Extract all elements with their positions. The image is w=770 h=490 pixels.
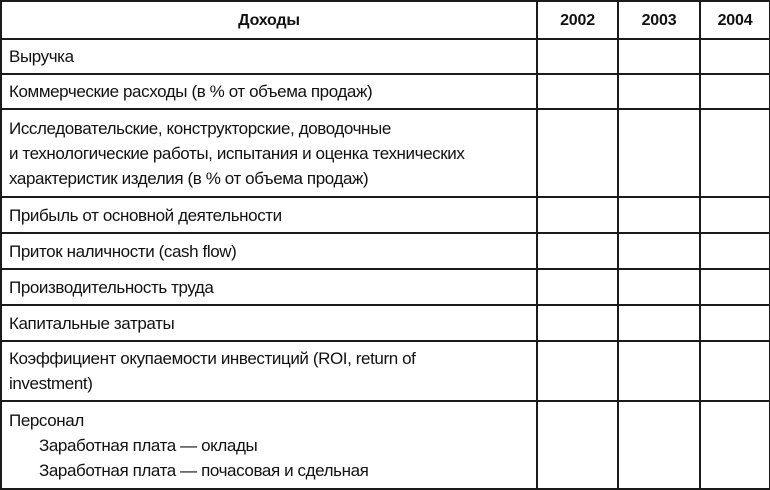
table-row-revenue bbox=[1, 39, 770, 74]
cell-2003 bbox=[618, 341, 700, 401]
cell-2002 bbox=[537, 341, 618, 401]
row-label: Производительность труда bbox=[1, 269, 537, 305]
cell-2002 bbox=[537, 233, 618, 269]
row-label-line: Исследовательские, конструкторские, доводочные bbox=[9, 118, 391, 138]
row-label-line: характеристик изделия (в % от объема продаж) bbox=[9, 168, 369, 188]
cell-2004 bbox=[700, 341, 770, 401]
cell-2003 bbox=[618, 109, 700, 197]
table-row-capex bbox=[1, 305, 770, 341]
cell-2003 bbox=[618, 269, 700, 305]
row-label bbox=[1, 401, 537, 489]
header-year-2003: 2003 bbox=[618, 1, 700, 39]
cell-2004 bbox=[700, 39, 770, 74]
row-label-line: investment) bbox=[9, 374, 93, 393]
row-label-line: Персонал bbox=[9, 410, 84, 430]
cell-2003 bbox=[618, 401, 700, 489]
row-label: Приток наличности (cash flow) bbox=[1, 233, 537, 269]
row-label: Выручка bbox=[1, 39, 537, 74]
row-sub-item: Заработная плата — почасовая и сдельная bbox=[39, 460, 369, 480]
cell-2004 bbox=[700, 233, 770, 269]
cell-2003 bbox=[618, 305, 700, 341]
cell-2004 bbox=[700, 401, 770, 489]
header-row bbox=[1, 1, 770, 39]
row-label-line: Коэффициент окупаемости инвестиций (ROI, return of bbox=[9, 349, 416, 368]
table-row-personnel bbox=[1, 401, 770, 489]
cell-2002 bbox=[537, 39, 618, 74]
row-label-line: и технологические работы, испытания и оценка технических bbox=[9, 143, 465, 163]
table-row-commercial-expenses bbox=[1, 74, 770, 109]
table-row-rnd bbox=[1, 109, 770, 197]
cell-2002 bbox=[537, 401, 618, 489]
cell-2002 bbox=[537, 74, 618, 109]
table-row-operating-profit bbox=[1, 197, 770, 233]
table-row-productivity bbox=[1, 269, 770, 305]
cell-2004 bbox=[700, 74, 770, 109]
cell-2004 bbox=[700, 269, 770, 305]
cell-2002 bbox=[537, 197, 618, 233]
header-year-2004: 2004 bbox=[700, 1, 770, 39]
cell-2002 bbox=[537, 109, 618, 197]
row-label: Прибыль от основной деятельности bbox=[1, 197, 537, 233]
cell-2004 bbox=[700, 109, 770, 197]
cell-2003 bbox=[618, 74, 700, 109]
row-label bbox=[1, 109, 537, 197]
row-label bbox=[1, 341, 537, 401]
header-income: Доходы bbox=[1, 1, 537, 39]
cell-2003 bbox=[618, 39, 700, 74]
cell-2003 bbox=[618, 197, 700, 233]
header-year-2002: 2002 bbox=[537, 1, 618, 39]
row-label: Капитальные затраты bbox=[1, 305, 537, 341]
row-label: Коммерческие расходы (в % от объема продаж) bbox=[1, 74, 537, 109]
cell-2002 bbox=[537, 269, 618, 305]
cell-2003 bbox=[618, 233, 700, 269]
table-row-cash-flow bbox=[1, 233, 770, 269]
row-sub-item: Заработная плата — оклады bbox=[39, 435, 258, 455]
cell-2004 bbox=[700, 305, 770, 341]
cell-2004 bbox=[700, 197, 770, 233]
cell-2002 bbox=[537, 305, 618, 341]
table-row-roi bbox=[1, 341, 770, 401]
